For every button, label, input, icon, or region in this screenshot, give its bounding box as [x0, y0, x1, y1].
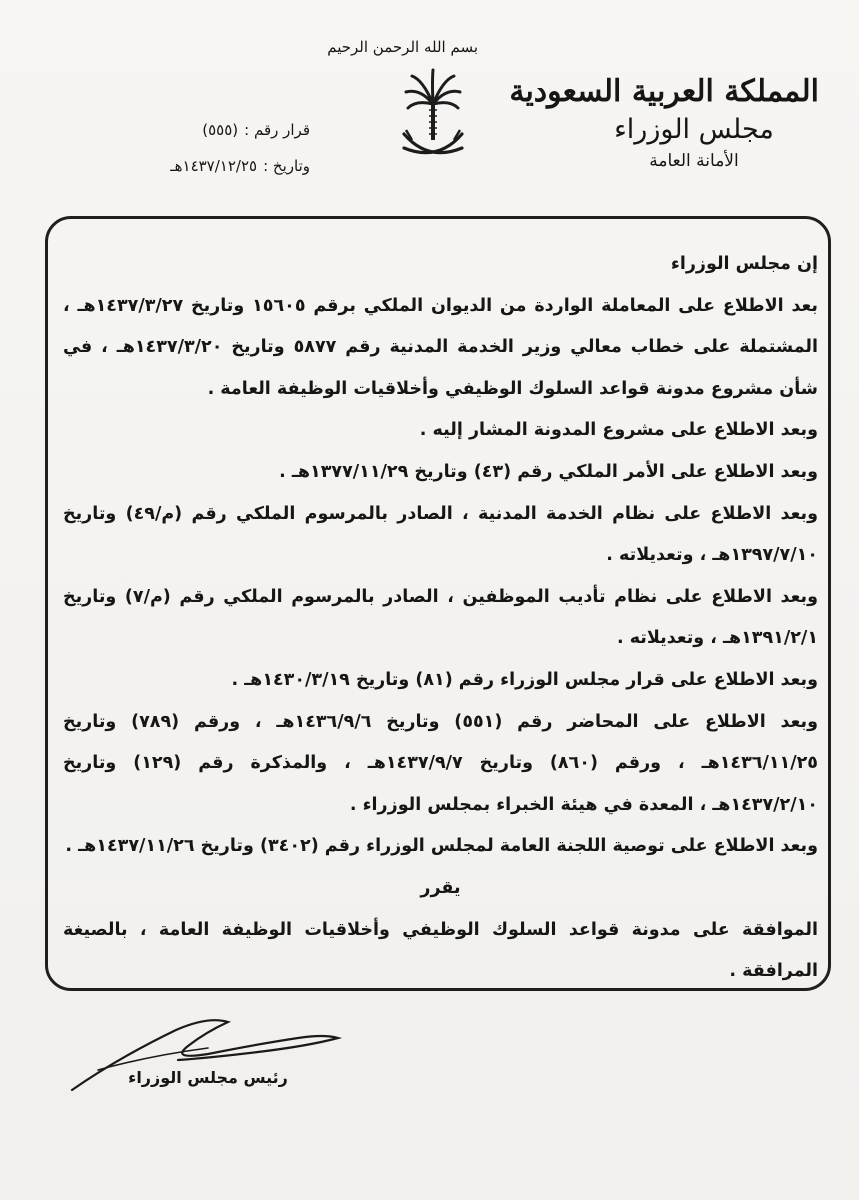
signer-title: رئيس مجلس الوزراء — [128, 1068, 288, 1087]
recital-7: وبعد الاطلاع على المحاضر رقم (٥٥١) وتاريخ ١٤٣٦/٩/٦هـ ، ورقم (٧٨٩) وتاريخ ١٤٣٦/١١/٢٥هـ ، ورقم (٨٦٠) وتاريخ ١٤٣٧/٩/٧هـ ، والمذكرة رقم (١٢٩) وتاريخ ١٤٣٧/٢/١٠هـ ، المعدة في هيئة الخبراء بمجلس الوزراء . — [63, 711, 818, 815]
issuer-block — [509, 72, 819, 174]
decision-date-row — [90, 148, 310, 184]
resolution-text: الموافقة على مدونة قواعد السلوك الوظيفي وأخلاقيات الوظيفة العامة ، بالصيغة المرافقة . — [63, 919, 818, 982]
decision-reference — [90, 112, 310, 184]
decision-number-label: قرار رقم : — [244, 121, 310, 139]
resolves-heading: يقرر — [420, 877, 461, 898]
basmala: بسم الله الرحمن الرحيم — [327, 38, 478, 56]
secretariat-name: الأمانة العامة — [649, 151, 739, 171]
recital-6: وبعد الاطلاع على قرار مجلس الوزراء رقم (٨١) وتاريخ ١٤٣٠/٣/١٩هـ . — [231, 669, 818, 690]
recital-5: وبعد الاطلاع على نظام تأديب الموظفين ، الصادر بالمرسوم الملكي رقم (م/٧) وتاريخ ١٣٩١/٢/١هـ ، وتعديلاته . — [63, 586, 818, 649]
council-name: مجلس الوزراء — [614, 114, 774, 145]
decision-number: (٥٥٥) — [202, 121, 239, 139]
recital-8: وبعد الاطلاع على توصية اللجنة العامة لمجلس الوزراء رقم (٣٤٠٢) وتاريخ ١٤٣٧/١١/٢٦هـ . — [65, 836, 818, 857]
recital-4: وبعد الاطلاع على نظام الخدمة المدنية ، الصادر بالمرسوم الملكي رقم (م/٤٩) وتاريخ ١٣٩٧/٧/١٠هـ ، وتعديلاته . — [63, 503, 818, 566]
kingdom-name: المملكة العربية السعودية — [509, 74, 819, 109]
decision-date: ١٤٣٧/١٢/٢٥هـ — [170, 157, 258, 175]
decision-date-label: وتاريخ : — [263, 157, 310, 175]
recital-2: وبعد الاطلاع على مشروع المدونة المشار إليه . — [419, 420, 818, 441]
opening-line: إن مجلس الوزراء — [670, 254, 818, 274]
state-emblem — [327, 38, 478, 188]
decision-number-row — [90, 112, 310, 148]
decision-body — [63, 244, 818, 993]
recital-3: وبعد الاطلاع على الأمر الملكي رقم (٤٣) وتاريخ ١٣٧٧/١١/٢٩هـ . — [279, 461, 818, 482]
palm-swords-emblem-icon — [398, 64, 468, 164]
recital-1: بعد الاطلاع على المعاملة الواردة من الديوان الملكي برقم ١٥٦٠٥ وتاريخ ١٤٣٧/٣/٢٧هـ ، المشتملة على خطاب معالي وزير الخدمة المدنية رقم ٥٨٧٧ وتاريخ ١٤٣٧/٣/٢٠هـ ، في شأن مشروع مدونة قواعد السلوك الوظيفي وأخلاقيات الوظيفة العامة . — [63, 295, 819, 399]
